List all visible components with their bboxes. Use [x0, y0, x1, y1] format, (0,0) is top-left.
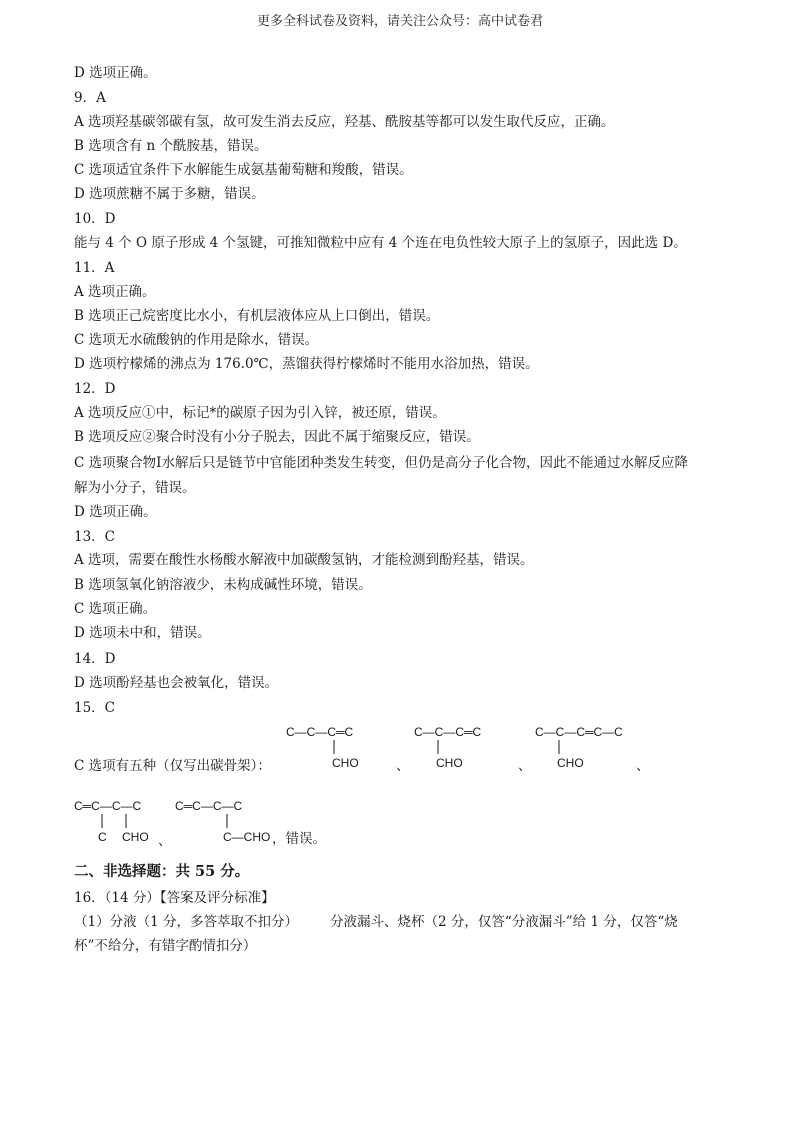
skeleton-chain: C—C—C═C — [414, 725, 482, 739]
text-line: 解为小分子，错误。 — [74, 480, 196, 496]
separator: 、 — [158, 833, 172, 849]
text-line: A 选项正确。 — [74, 284, 156, 300]
question-number: 12．D — [74, 381, 116, 397]
text-line: C 选项无水硫酸钠的作用是除水，错误。 — [74, 332, 319, 348]
skeleton-chain: C═C—C—C — [74, 799, 142, 813]
text-line: D 选项蔗糖不属于多糖，错误。 — [74, 186, 265, 202]
separator: 、 — [518, 758, 532, 774]
text-line: 能与 4 个 O 原子形成 4 个氢键，可推知微粒中应有 4 个连在电负性较大原子上的氢原子，因此选 D。 — [74, 235, 687, 251]
skeleton-chain: C═C—C—C — [175, 799, 243, 813]
q16-answer: 分液漏斗、烧杯（2 分，仅答“分液漏斗”给 1 分，仅答“烧 — [330, 914, 678, 930]
text-line: D 选项正确。 — [74, 65, 157, 81]
carbon-skeleton-2 — [414, 722, 524, 772]
text-line: C 选项适宜条件下水解能生成氨基葡萄糖和羧酸，错误。 — [74, 162, 413, 178]
carbon-skeleton-1 — [286, 722, 396, 772]
separator: 、 — [636, 758, 650, 774]
q16-title: 16．（14 分）【答案及评分标准】 — [74, 890, 275, 906]
text-line: A 选项，需要在酸性水杨酸水解液中加碳酸氢钠，才能检测到酚羟基，错误。 — [74, 552, 534, 568]
separator: 、 — [396, 758, 410, 774]
question-number: 11．A — [74, 260, 115, 276]
carbon-skeleton-5 — [175, 796, 275, 846]
skeleton-branch: C — [98, 830, 107, 844]
question-number: 10．D — [74, 211, 116, 227]
q16-answer: （1）分液（1 分，多答萃取不扣分） — [74, 914, 298, 930]
skeleton-branch: CHO — [122, 830, 149, 844]
text-line: D 选项酚羟基也会被氧化，错误。 — [74, 675, 279, 691]
text-line: D 选项正确。 — [74, 504, 157, 520]
skeleton-branch: CHO — [332, 756, 359, 770]
text-line: B 选项氢氧化钠溶液少，未构成碱性环境，错误。 — [74, 577, 372, 593]
carbon-skeleton-4 — [74, 796, 164, 846]
skeleton-branch: C—CHO — [223, 830, 271, 844]
text-line: D 选项未中和，错误。 — [74, 625, 211, 641]
text-line: D 选项柠檬烯的沸点为 176.0℃，蒸馏获得柠檬烯时不能用水浴加热，错误。 — [74, 356, 539, 372]
q15-tail: ，错误。 — [272, 831, 326, 847]
skeleton-branch: CHO — [557, 756, 584, 770]
skeleton-chain: C—C—C═C—C — [535, 725, 623, 739]
question-number: 13．C — [74, 529, 116, 545]
question-number: 15．C — [74, 700, 116, 716]
section-heading: 二、非选择题：共 55 分。 — [74, 863, 250, 880]
skeleton-chain: C—C—C═C — [286, 725, 354, 739]
text-line: C 选项正确。 — [74, 601, 157, 617]
q15-intro: C 选项有五种（仅写出碳骨架）： — [74, 758, 271, 774]
q16-answer: 杯”不给分，有错字酌情扣分） — [74, 938, 257, 954]
question-number: 14．D — [74, 651, 116, 667]
text-line: B 选项含有 n 个酰胺基，错误。 — [74, 138, 268, 154]
text-line: A 选项羟基碳邻碳有氢，故可发生消去反应，羟基、酰胺基等都可以发生取代反应，正确。 — [74, 114, 615, 130]
text-line: B 选项正己烷密度比水小，有机层液体应从上口倒出，错误。 — [74, 308, 440, 324]
text-line: B 选项反应②聚合时没有小分子脱去，因此不属于缩聚反应，错误。 — [74, 429, 480, 445]
text-line: A 选项反应①中，标记*的碳原子因为引入锌，被还原，错误。 — [74, 405, 446, 421]
skeleton-branch: CHO — [436, 756, 463, 770]
question-number: 9．A — [74, 90, 106, 106]
page-header: 更多全科试卷及资料，请关注公众号：高中试卷君 — [256, 14, 543, 29]
text-line: C 选项聚合物Ⅰ水解后只是链节中官能团种类发生转变，但仍是高分子化合物，因此不能通过水解反应降 — [74, 455, 688, 471]
